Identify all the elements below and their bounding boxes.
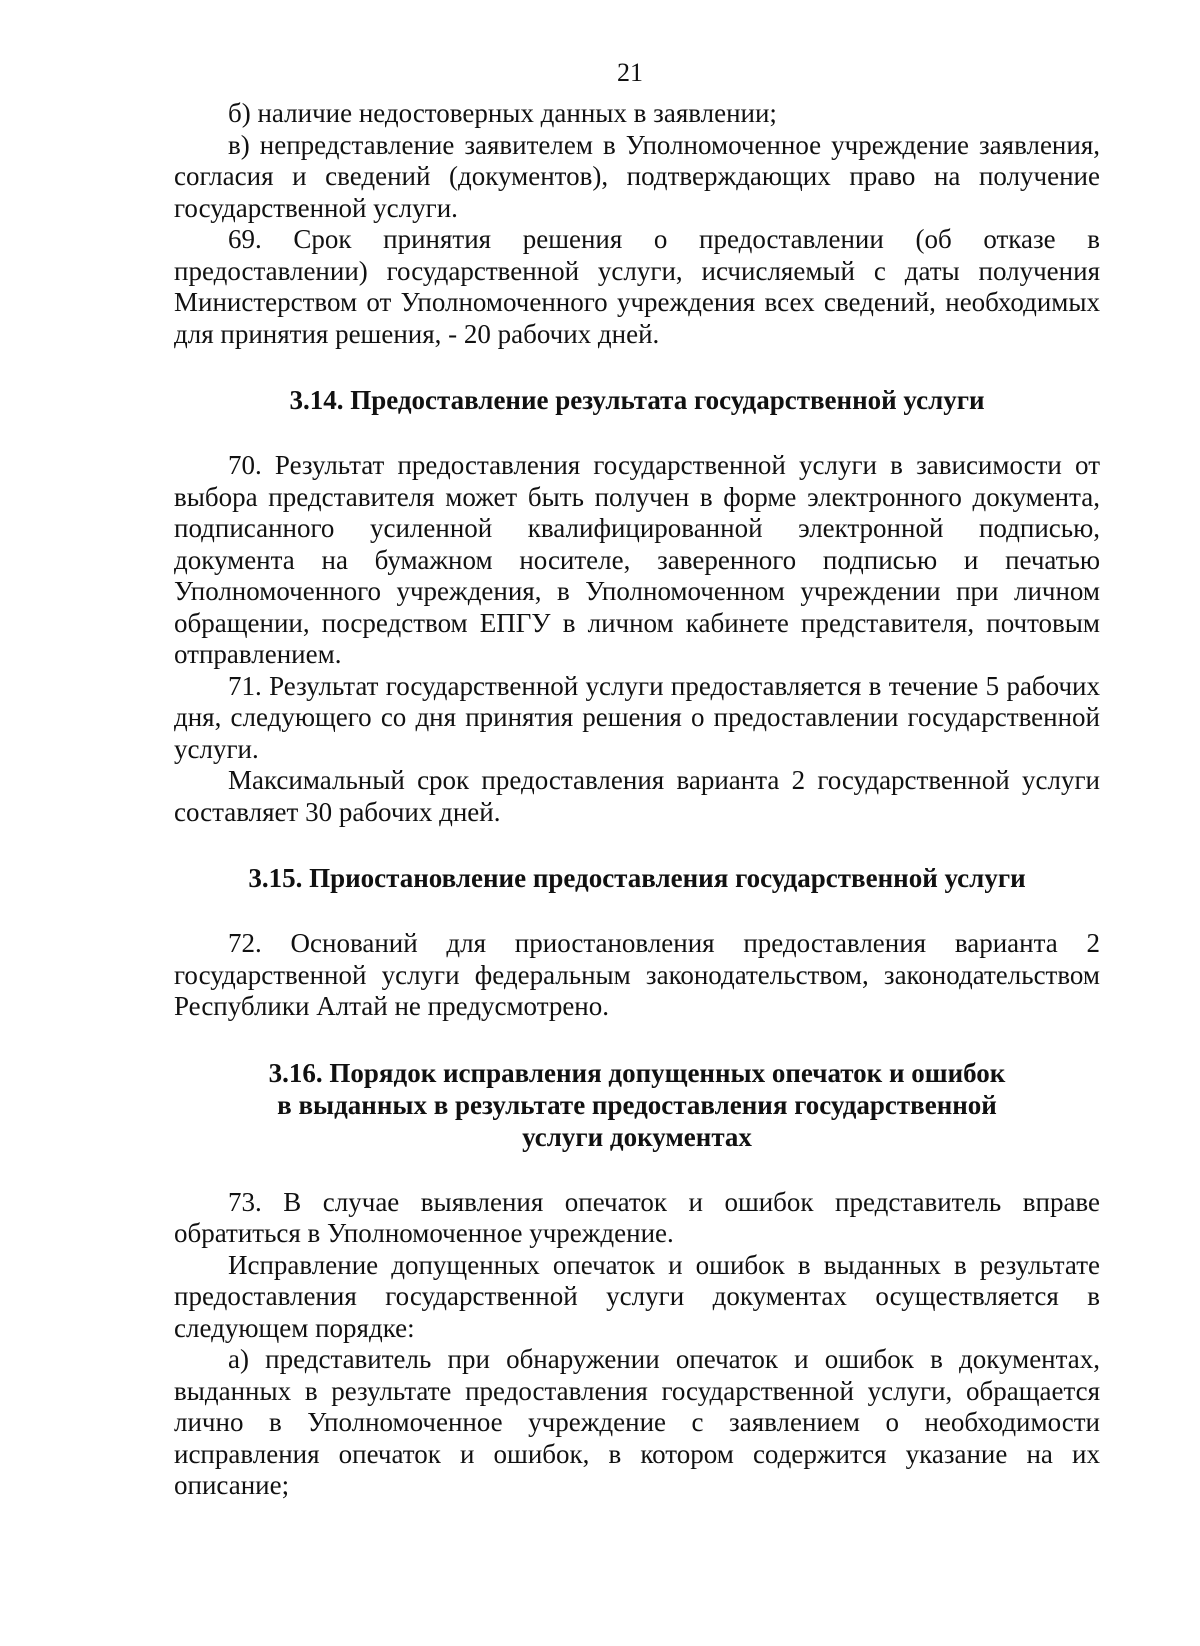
- paragraph-72: 72. Оснований для приостановления предоставления варианта 2 государственной услуги федеральным законодательством, законодательством Республики Алтай не предусмотрено.: [174, 928, 1100, 1021]
- paragraph-correction-order: Исправление допущенных опечаток и ошибок в выданных в результате предоставления государственной услуги документах осуществляется в следующем порядке:: [174, 1249, 1100, 1343]
- section-heading-3-15: [174, 862, 1100, 894]
- paragraph-71: 71. Результат государственной услуги предоставляется в течение 5 рабочих дня, следующего со дня принятия решения о предоставлении государственной услуги.: [174, 670, 1100, 764]
- paragraph-73: 73. В случае выявления опечаток и ошибок представитель вправе обратиться в Уполномоченное учреждение.: [174, 1186, 1100, 1248]
- heading-line: 3.15. Приостановление предоставления государственной услуги: [248, 863, 1026, 893]
- paragraph-70: 70. Результат предоставления государственной услуги в зависимости от выбора представителя может быть получен в форме электронного документа, подписанного усиленной квалифицированной электронной подписью, документа на бумажном носителе, заверенного подписью и печатью Уполномоченного учреждения, в Уполномоченном учреждении при личном обращении, посредством ЕПГУ в личном кабинете представителя, почтовым отправлением.: [174, 450, 1100, 669]
- paragraph-v: в) непредставление заявителем в Уполномоченное учреждение заявления, согласия и сведений (документов), подтверждающих право на получение государственной услуги.: [174, 129, 1100, 223]
- page-number: 21: [617, 58, 643, 87]
- heading-line: 3.14. Предоставление результата государственной услуги: [289, 385, 985, 415]
- paragraph-b: б) наличие недостоверных данных в заявлении;: [228, 98, 777, 128]
- paragraph-69: 69. Срок принятия решения о предоставлении (об отказе в предоставлении) государственной услуги, исчисляемый с даты получения Министерством от Уполномоченного учреждения всех сведений, необходимых для принятия решения, - 20 рабочих дней.: [174, 224, 1100, 349]
- heading-line: услуги документах: [522, 1121, 752, 1152]
- document-body: [174, 98, 1100, 1502]
- section-heading-3-16: [174, 1057, 1100, 1153]
- heading-line: в выданных в результате предоставления государственной: [277, 1089, 997, 1120]
- heading-line: 3.16. Порядок исправления допущенных опечаток и ошибок: [268, 1057, 1006, 1088]
- section-heading-3-14: [174, 384, 1100, 416]
- paragraph-max-term: Максимальный срок предоставления варианта 2 государственной услуги составляет 30 рабочих дней.: [174, 765, 1100, 827]
- paragraph-a: а) представитель при обнаружении опечаток и ошибок в документах, выданных в результате предоставления государственной услуги, обращается лично в Уполномоченное учреждение с заявлением о необходимости исправления опечаток и ошибок, в котором содержится указание на их описание;: [174, 1344, 1100, 1500]
